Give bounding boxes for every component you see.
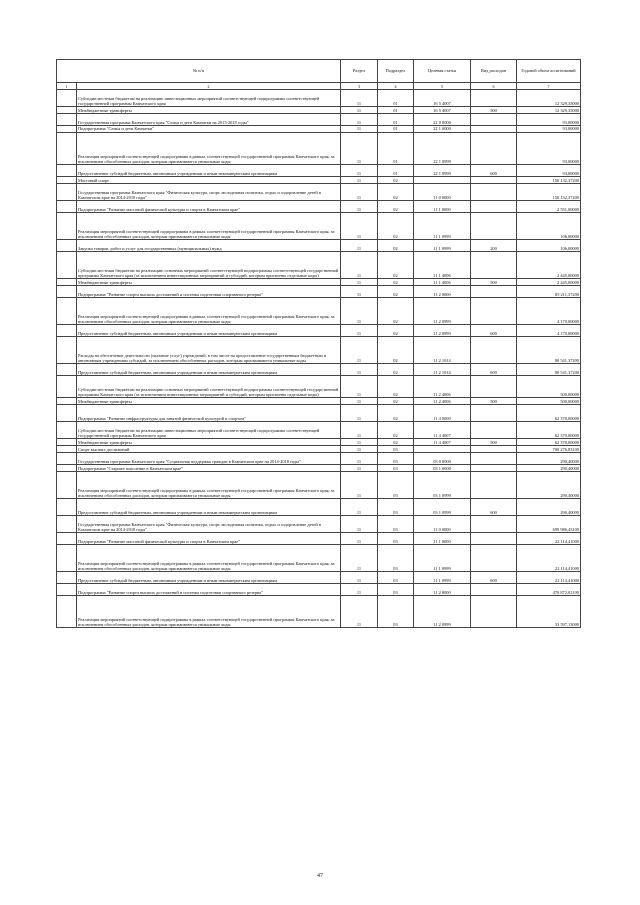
row-name-cell: Межбюджетные трансферты <box>77 279 341 286</box>
row-amount-cell: 33 597,13000 <box>517 596 581 628</box>
row-subsection-cell: 03 <box>378 596 414 628</box>
row-name-cell: Расходы на обеспечение деятельности (оказание услуг) учреждений, в том числе на предоставление государственным бюджетным и автономным учреждениям субсидий, за исключением обособленных расходов, которым присваиваются уникальные коды <box>77 337 341 364</box>
row-subsection-cell: 02 <box>378 325 414 337</box>
column-number: 1 <box>57 83 77 90</box>
row-number-cell <box>57 212 77 239</box>
row-subsection-cell: 03 <box>378 471 414 498</box>
table-row <box>57 545 581 572</box>
row-name-cell: Государственная программа Камчатского края "Физическая культура, спорт, молодежная политика, отдых и оздоровление детей в Камчатском крае на 2014-2018 годы" <box>77 516 341 533</box>
row-number-cell <box>57 183 77 200</box>
row-section-cell: 11 <box>341 337 378 364</box>
row-target-article-cell: 11 4 4007 <box>414 439 471 446</box>
table-row <box>57 422 581 439</box>
row-number-cell <box>57 164 77 176</box>
row-number-cell <box>57 498 77 515</box>
row-target-article-cell: 11 1 0999 <box>414 545 471 572</box>
row-expense-type-cell <box>471 545 517 572</box>
row-number-cell <box>57 125 77 132</box>
row-amount-cell: 85 211,37200 <box>517 285 581 297</box>
row-section-cell: 11 <box>341 176 378 183</box>
row-section-cell: 11 <box>341 325 378 337</box>
row-name-cell: Субсидии местным бюджетам на реализацию инвестиционных мероприятий соответствующей подпрограммы соответствующей государственной программы Камчатского края <box>77 90 341 107</box>
row-name-cell: Реализация мероприятий соответствующей подпрограммы в рамках соответствующей государственной программы Камчатского края, за исключением обособленных расходов, которым присваиваются уникальные коды <box>77 545 341 572</box>
row-amount-cell: 22 114,41000 <box>517 545 581 572</box>
row-subsection-cell: 03 <box>378 572 414 584</box>
table-row <box>57 376 581 398</box>
row-expense-type-cell <box>471 584 517 596</box>
row-name-cell: Реализация мероприятий соответствующей подпрограммы в рамках соответствующей государственной программы Камчатского края, за исключением обособленных расходов, которым присваиваются уникальные коды <box>77 212 341 239</box>
table-row <box>57 364 581 376</box>
row-subsection-cell: 01 <box>378 107 414 114</box>
row-number-cell <box>57 422 77 439</box>
row-name-cell: Субсидии местным бюджетам на реализацию основных мероприятий соответствующей подпрограммы соответствующей государственной программы Камчатского края (за исключением инвестиционных мероприятий и субсидий, которым присвоены отдельные коды) <box>77 251 341 278</box>
row-expense-type-cell <box>471 251 517 278</box>
row-amount-cell: 22 114,41000 <box>517 533 581 545</box>
row-target-article-cell: 11 1 0999 <box>414 212 471 239</box>
row-amount-cell: 290,40000 <box>517 498 581 515</box>
table-row <box>57 279 581 286</box>
row-subsection-cell: 01 <box>378 90 414 107</box>
row-subsection-cell: 02 <box>378 183 414 200</box>
row-section-cell: 11 <box>341 297 378 324</box>
row-number-cell <box>57 464 77 471</box>
row-expense-type-cell <box>471 212 517 239</box>
row-section-cell: 11 <box>341 132 378 164</box>
row-section-cell: 11 <box>341 398 378 405</box>
column-number: 4 <box>378 83 414 90</box>
row-section-cell: 11 <box>341 239 378 251</box>
row-subsection-cell: 02 <box>378 422 414 439</box>
row-target-article-cell: 22 1 0999 <box>414 164 471 176</box>
table-row <box>57 446 581 453</box>
row-number-cell <box>57 376 77 398</box>
row-amount-cell: 470 872,02100 <box>517 584 581 596</box>
row-section-cell: 11 <box>341 498 378 515</box>
table-row <box>57 325 581 337</box>
table-row <box>57 90 581 107</box>
row-name-cell: Предоставление субсидий бюджетным, автономным учреждениям и иным некоммерческим организациям <box>77 164 341 176</box>
row-expense-type-cell <box>471 533 517 545</box>
row-amount-cell: 12 329,35000 <box>517 90 581 107</box>
row-section-cell: 11 <box>341 452 378 464</box>
row-target-article-cell: 11 2 4006 <box>414 376 471 398</box>
row-section-cell: 11 <box>341 113 378 125</box>
row-number-cell <box>57 545 77 572</box>
row-expense-type-cell <box>471 337 517 364</box>
row-name-cell: Предоставление субсидий бюджетным, автономным учреждениям и иным некоммерческим организациям <box>77 498 341 515</box>
row-subsection-cell: 03 <box>378 516 414 533</box>
row-target-article-cell: 03 0 0000 <box>414 452 471 464</box>
header-number: № п/п <box>57 60 341 83</box>
row-number-cell <box>57 239 77 251</box>
row-section-cell: 11 <box>341 376 378 398</box>
row-expense-type-cell <box>471 405 517 422</box>
row-name-cell: Подпрограмма "Старшее поколение в Камчатском крае" <box>77 464 341 471</box>
row-section-cell: 11 <box>341 533 378 545</box>
row-expense-type-cell <box>471 452 517 464</box>
column-number-row <box>57 83 581 90</box>
row-subsection-cell: 02 <box>378 176 414 183</box>
column-number: 5 <box>414 83 471 90</box>
row-subsection-cell: 01 <box>378 113 414 125</box>
row-name-cell: Спорт высших достижений <box>77 446 341 453</box>
row-expense-type-cell <box>471 176 517 183</box>
row-amount-cell: 22 114,41000 <box>517 572 581 584</box>
row-number-cell <box>57 285 77 297</box>
row-expense-type-cell <box>471 376 517 398</box>
row-section-cell: 11 <box>341 279 378 286</box>
row-name-cell: Реализация мероприятий соответствующей подпрограммы в рамках соответствующей государственной программы Камчатского края, за исключением обособленных расходов, которым присваиваются уникальные коды <box>77 297 341 324</box>
row-section-cell: 11 <box>341 545 378 572</box>
row-section-cell: 11 <box>341 572 378 584</box>
row-amount-cell: 93,00000 <box>517 125 581 132</box>
row-target-article-cell: 11 1 0000 <box>414 200 471 212</box>
row-subsection-cell: 02 <box>378 297 414 324</box>
row-target-article-cell: 11 2 0999 <box>414 297 471 324</box>
table-row <box>57 584 581 596</box>
table-row <box>57 516 581 533</box>
header-target-article: Целевая статья <box>414 60 471 83</box>
row-subsection-cell: 02 <box>378 285 414 297</box>
row-name-cell: Предоставление субсидий бюджетным, автономным учреждениям и иным некоммерческим организациям <box>77 572 341 584</box>
row-name-cell: Подпрограмма "Семья и дети Камчатки" <box>77 125 341 132</box>
row-expense-type-cell: 600 <box>471 572 517 584</box>
table-row <box>57 107 581 114</box>
budget-allocation-table <box>56 59 581 628</box>
row-expense-type-cell <box>471 446 517 453</box>
row-name-cell: Подпрограмма "Развитие спорта высших достижений и системы подготовки спортивного резерва" <box>77 285 341 297</box>
header-annual-volume: Годовой объем ассигнований <box>517 60 581 83</box>
row-target-article-cell: 03 1 0999 <box>414 498 471 515</box>
row-target-article-cell: 11 0 0000 <box>414 183 471 200</box>
header-section: Раздел <box>341 60 378 83</box>
row-target-article-cell: 11 1 0999 <box>414 239 471 251</box>
row-amount-cell: 4 170,00000 <box>517 297 581 324</box>
row-subsection-cell: 02 <box>378 364 414 376</box>
row-amount-cell: 80 541,37200 <box>517 337 581 364</box>
table-row <box>57 132 581 164</box>
row-amount-cell: 93,00000 <box>517 164 581 176</box>
row-name-cell: Межбюджетные трансферты <box>77 439 341 446</box>
table-body <box>57 90 581 628</box>
table-row <box>57 464 581 471</box>
row-number-cell <box>57 584 77 596</box>
row-subsection-cell: 02 <box>378 200 414 212</box>
row-expense-type-cell <box>471 516 517 533</box>
row-number-cell <box>57 446 77 453</box>
row-subsection-cell: 03 <box>378 584 414 596</box>
row-number-cell <box>57 251 77 278</box>
row-number-cell <box>57 107 77 114</box>
row-subsection-cell: 01 <box>378 164 414 176</box>
row-name-cell: Субсидии местным бюджетам на реализацию основных мероприятий соответствующей подпрограммы соответствующей государственной программы Камчатского края (за исключением инвестиционных мероприятий и субсидий, которым присвоены отдельные коды) <box>77 376 341 398</box>
row-number-cell <box>57 572 77 584</box>
row-section-cell: 11 <box>341 464 378 471</box>
row-number-cell <box>57 533 77 545</box>
row-section-cell: 11 <box>341 516 378 533</box>
table-row <box>57 452 581 464</box>
row-subsection-cell: 02 <box>378 239 414 251</box>
row-subsection-cell: 02 <box>378 439 414 446</box>
row-amount-cell: 106,00000 <box>517 239 581 251</box>
row-name-cell: Подпрограмма "Развитие массовой физической культуры и спорта в Камчатском крае" <box>77 533 341 545</box>
row-number-cell <box>57 337 77 364</box>
row-name-cell: Субсидии местным бюджетам на реализацию инвестиционных мероприятий соответствующей подпрограммы соответствующей государственной программы Камчатского края <box>77 422 341 439</box>
row-subsection-cell: 01 <box>378 125 414 132</box>
row-number-cell <box>57 364 77 376</box>
row-target-article-cell: 11 2 0000 <box>414 285 471 297</box>
row-name-cell: Межбюджетные трансферты <box>77 398 341 405</box>
row-expense-type-cell <box>471 285 517 297</box>
row-number-cell <box>57 90 77 107</box>
row-target-article-cell <box>414 176 471 183</box>
row-amount-cell: 290,40000 <box>517 471 581 498</box>
row-target-article-cell: 03 1 0999 <box>414 471 471 498</box>
row-name-cell: Реализация мероприятий соответствующей подпрограммы в рамках соответствующей государственной программы Камчатского края, за исключением обособленных расходов, которым присваиваются уникальные коды <box>77 596 341 628</box>
table-row <box>57 596 581 628</box>
row-amount-cell: 93,00000 <box>517 132 581 164</box>
row-expense-type-cell: 500 <box>471 439 517 446</box>
row-subsection-cell: 03 <box>378 498 414 515</box>
row-section-cell: 11 <box>341 405 378 422</box>
row-amount-cell: 500,00000 <box>517 398 581 405</box>
row-number-cell <box>57 439 77 446</box>
column-number: 7 <box>517 83 581 90</box>
table-row <box>57 239 581 251</box>
row-expense-type-cell: 500 <box>471 279 517 286</box>
table-row <box>57 212 581 239</box>
row-name-cell: Межбюджетные трансферты <box>77 107 341 114</box>
row-number-cell <box>57 516 77 533</box>
row-name-cell: Предоставление субсидий бюджетным, автономным учреждениям и иным некоммерческим организациям <box>77 364 341 376</box>
row-expense-type-cell: 600 <box>471 498 517 515</box>
row-subsection-cell: 03 <box>378 452 414 464</box>
row-name-cell: Подпрограмма "Развитие инфраструктуры для занятий физической культурой и спортом" <box>77 405 341 422</box>
row-name-cell: Государственная программа Камчатского края "Физическая культура, спорт, молодежная политика, отдых и оздоровление детей в Камчатском крае на 2014-2018 годы" <box>77 183 341 200</box>
table-row <box>57 176 581 183</box>
row-section-cell: 11 <box>341 164 378 176</box>
row-number-cell <box>57 297 77 324</box>
row-subsection-cell: 02 <box>378 212 414 239</box>
row-target-article-cell: 11 2 1014 <box>414 364 471 376</box>
row-target-article-cell: 11 2 0000 <box>414 584 471 596</box>
row-amount-cell: 62 370,00000 <box>517 439 581 446</box>
row-expense-type-cell <box>471 125 517 132</box>
table-row <box>57 183 581 200</box>
row-target-article-cell: 16 5 4007 <box>414 107 471 114</box>
row-name-cell: Подпрограмма "Развитие спорта высших достижений и системы подготовки спортивного резерва" <box>77 584 341 596</box>
row-target-article-cell: 11 2 4006 <box>414 398 471 405</box>
table-header-row <box>57 60 581 83</box>
table-row <box>57 439 581 446</box>
row-section-cell: 11 <box>341 422 378 439</box>
row-amount-cell: 700 276,83100 <box>517 446 581 453</box>
table-row <box>57 297 581 324</box>
table-row <box>57 164 581 176</box>
row-expense-type-cell: 600 <box>471 325 517 337</box>
table-row <box>57 471 581 498</box>
row-target-article-cell: 11 1 4006 <box>414 251 471 278</box>
row-section-cell: 11 <box>341 285 378 297</box>
row-expense-type-cell <box>471 200 517 212</box>
table-row <box>57 251 581 278</box>
table-row <box>57 405 581 422</box>
row-target-article-cell <box>414 446 471 453</box>
row-target-article-cell: 22 1 0999 <box>414 132 471 164</box>
row-name-cell: Подпрограмма "Развитие массовой физической культуры и спорта в Камчатском крае" <box>77 200 341 212</box>
row-expense-type-cell <box>471 464 517 471</box>
row-amount-cell: 80 541,37200 <box>517 364 581 376</box>
row-number-cell <box>57 452 77 464</box>
row-expense-type-cell: 200 <box>471 239 517 251</box>
row-expense-type-cell: 500 <box>471 398 517 405</box>
table-row <box>57 572 581 584</box>
row-expense-type-cell <box>471 297 517 324</box>
row-number-cell <box>57 596 77 628</box>
row-subsection-cell: 03 <box>378 545 414 572</box>
row-subsection-cell: 02 <box>378 279 414 286</box>
row-target-article-cell: 11 1 0000 <box>414 533 471 545</box>
row-amount-cell: 699 986,43100 <box>517 516 581 533</box>
row-subsection-cell: 01 <box>378 132 414 164</box>
row-expense-type-cell <box>471 113 517 125</box>
row-number-cell <box>57 200 77 212</box>
row-name-cell: Массовый спорт <box>77 176 341 183</box>
row-section-cell: 11 <box>341 596 378 628</box>
row-amount-cell: 150 132,37200 <box>517 183 581 200</box>
budget-table-sheet <box>56 59 580 628</box>
row-name-cell: Реализация мероприятий соответствующей подпрограммы в рамках соответствующей государственной программы Камчатского края, за исключением обособленных расходов, которым присваиваются уникальные коды <box>77 132 341 164</box>
row-target-article-cell: 03 1 0000 <box>414 464 471 471</box>
row-section-cell: 11 <box>341 471 378 498</box>
row-amount-cell: 12 329,35000 <box>517 107 581 114</box>
table-row <box>57 200 581 212</box>
header-expense-type: Вид расходов <box>471 60 517 83</box>
row-name-cell: Государственная программа Камчатского края "Социальная поддержка граждан в Камчатском крае на 2014-2018 годы" <box>77 452 341 464</box>
row-subsection-cell: 02 <box>378 337 414 364</box>
table-row <box>57 398 581 405</box>
row-amount-cell: 106,00000 <box>517 212 581 239</box>
row-number-cell <box>57 113 77 125</box>
row-name-cell: Реализация мероприятий соответствующей подпрограммы в рамках соответствующей государственной программы Камчатского края, за исключением обособленных расходов, которым присваиваются уникальные коды <box>77 471 341 498</box>
row-target-article-cell: 16 5 4007 <box>414 90 471 107</box>
row-subsection-cell: 03 <box>378 533 414 545</box>
row-section-cell: 11 <box>341 125 378 132</box>
row-amount-cell: 2 551,00000 <box>517 200 581 212</box>
row-amount-cell: 2 445,00000 <box>517 251 581 278</box>
row-expense-type-cell <box>471 471 517 498</box>
row-expense-type-cell <box>471 596 517 628</box>
row-target-article-cell: 11 2 0999 <box>414 325 471 337</box>
row-section-cell: 11 <box>341 183 378 200</box>
row-expense-type-cell <box>471 90 517 107</box>
row-number-cell <box>57 132 77 164</box>
row-subsection-cell: 02 <box>378 376 414 398</box>
row-amount-cell: 93,00000 <box>517 113 581 125</box>
row-amount-cell: 290,40000 <box>517 464 581 471</box>
row-number-cell <box>57 176 77 183</box>
row-subsection-cell: 02 <box>378 251 414 278</box>
row-subsection-cell: 03 <box>378 446 414 453</box>
row-name-cell: Закупка товаров, работ и услуг для государственных (муниципальных) нужд <box>77 239 341 251</box>
table-row <box>57 113 581 125</box>
row-number-cell <box>57 325 77 337</box>
table-row <box>57 285 581 297</box>
header-subsection: Подраздел <box>378 60 414 83</box>
row-target-article-cell: 11 4 0000 <box>414 405 471 422</box>
row-section-cell: 11 <box>341 439 378 446</box>
row-amount-cell: 500,00000 <box>517 376 581 398</box>
row-section-cell: 11 <box>341 446 378 453</box>
table-row <box>57 125 581 132</box>
row-expense-type-cell: 600 <box>471 364 517 376</box>
row-amount-cell: 62 370,00000 <box>517 422 581 439</box>
row-name-cell: Предоставление субсидий бюджетным, автономным учреждениям и иным некоммерческим организациям <box>77 325 341 337</box>
row-expense-type-cell <box>471 422 517 439</box>
row-subsection-cell: 02 <box>378 405 414 422</box>
table-row <box>57 337 581 364</box>
row-section-cell: 11 <box>341 212 378 239</box>
page-number: 47 <box>317 873 323 879</box>
row-number-cell <box>57 471 77 498</box>
row-expense-type-cell: 600 <box>471 164 517 176</box>
row-target-article-cell: 11 1 4006 <box>414 279 471 286</box>
row-section-cell: 11 <box>341 584 378 596</box>
row-amount-cell: 150 132,37200 <box>517 176 581 183</box>
row-section-cell: 11 <box>341 251 378 278</box>
table-row <box>57 498 581 515</box>
row-target-article-cell: 11 2 1014 <box>414 337 471 364</box>
row-name-cell: Государственная программа Камчатского края "Семья и дети Камчатки на 2015-2018 годы" <box>77 113 341 125</box>
row-expense-type-cell <box>471 132 517 164</box>
row-section-cell: 11 <box>341 200 378 212</box>
row-number-cell <box>57 398 77 405</box>
row-subsection-cell: 02 <box>378 398 414 405</box>
row-number-cell <box>57 405 77 422</box>
row-amount-cell: 290,40000 <box>517 452 581 464</box>
row-amount-cell: 62 370,00000 <box>517 405 581 422</box>
row-number-cell <box>57 279 77 286</box>
table-row <box>57 533 581 545</box>
row-target-article-cell: 11 4 4007 <box>414 422 471 439</box>
row-subsection-cell: 03 <box>378 464 414 471</box>
row-expense-type-cell <box>471 183 517 200</box>
row-target-article-cell: 22 1 0000 <box>414 125 471 132</box>
row-target-article-cell: 11 0 0000 <box>414 516 471 533</box>
row-section-cell: 11 <box>341 364 378 376</box>
row-expense-type-cell: 500 <box>471 107 517 114</box>
row-amount-cell: 4 170,00000 <box>517 325 581 337</box>
row-section-cell: 11 <box>341 90 378 107</box>
column-number: 6 <box>471 83 517 90</box>
row-amount-cell: 2 445,00000 <box>517 279 581 286</box>
row-target-article-cell: 11 2 0999 <box>414 596 471 628</box>
column-number: 2 <box>77 83 341 90</box>
row-section-cell: 11 <box>341 107 378 114</box>
row-target-article-cell: 22 0 0000 <box>414 113 471 125</box>
row-target-article-cell: 11 1 0999 <box>414 572 471 584</box>
column-number: 3 <box>341 83 378 90</box>
